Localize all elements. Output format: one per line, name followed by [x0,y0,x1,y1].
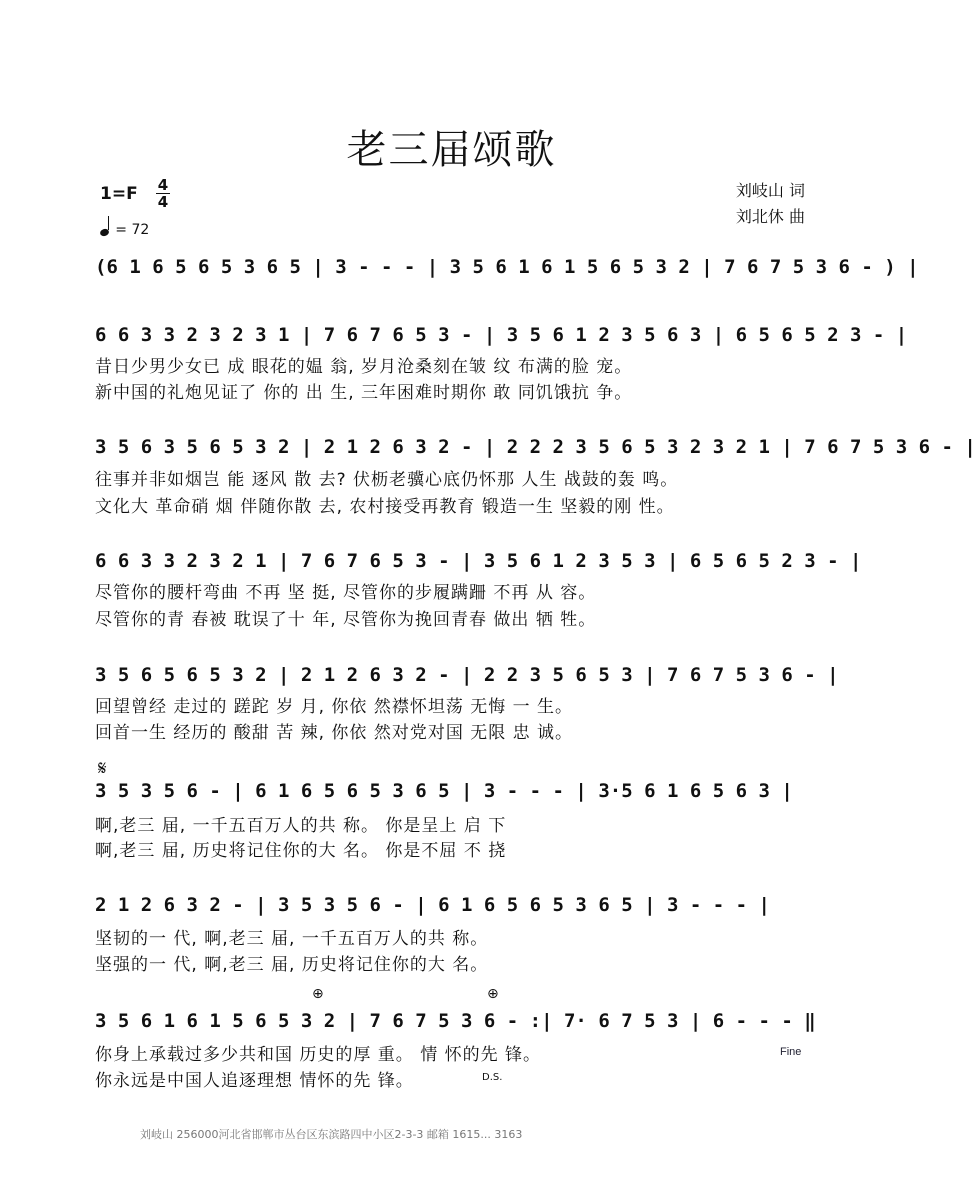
time-signature [156,178,170,209]
segno-icon: 𝄋 [98,756,107,780]
song-title: 老三届颂歌 [346,127,557,173]
key-signature: 1=F [100,184,138,204]
intro-notation: (6 1 6 5 6 5 3 6 5 | 3 - - - | 3 5 6 1 6 1 5 6 5 3 2 | 7 6 7 5 3 6 - ) | [95,256,919,278]
note-stem [108,216,109,230]
lyric-row-2-verse-1: 往事并非如烟岂 能 逐风 散 去? 伏枥老骥心底仍怀那 人生 战鼓的轰 鸣。 [95,470,679,490]
composer-credit: 刘北休 曲 [735,207,805,226]
footer-contact: 刘岐山 256000河北省邯郸市丛台区东滨路四中小区2-3-3 邮箱 1615... 3163 [140,1128,523,1141]
lyric-row-7-verse-2: 你永远是中国人追逐理想 情怀的先 锋。 [95,1071,414,1091]
notation-row-7: 3 5 6 1 6 1 5 6 5 3 2 | 7 6 7 5 3 6 - :| 7· 6 7 5 3 | 6 - - - ‖ [95,1010,816,1032]
lyric-row-1-verse-1: 昔日少男少女已 成 眼花的媪 翁, 岁月沧桑刻在皱 纹 布满的脸 宠。 [95,357,633,377]
lyric-row-5-verse-2: 啊,老三 届, 历史将记住你的大 名。 你是不屈 不 挠 [95,841,507,861]
coda-icon: ⊕ [312,986,324,1002]
lyric-row-4-verse-1: 回望曾经 走过的 蹉跎 岁 月, 你依 然襟怀坦荡 无悔 一 生。 [95,697,574,717]
lyric-row-1-verse-2: 新中国的礼炮见证了 你的 出 生, 三年困难时期你 敢 同饥饿抗 争。 [95,383,633,403]
lyric-row-6-verse-2: 坚强的一 代, 啊,老三 届, 历史将记住你的大 名。 [95,955,489,975]
notation-row-3: 6 6 3 3 2 3 2 1 | 7 6 7 6 5 3 - | 3 5 6 1 2 3 5 3 | 6 5 6 5 2 3 - | [95,550,862,572]
lyric-row-5-verse-1: 啊,老三 届, 一千五百万人的共 称。 你是呈上 启 下 [95,816,507,836]
lyric-row-4-verse-2: 回首一生 经历的 酸甜 苦 辣, 你依 然对党对国 无限 忠 诚。 [95,723,574,743]
lyric-row-3-verse-1: 尽管你的腰杆弯曲 不再 坚 挺, 尽管你的步履蹒跚 不再 从 容。 [95,583,597,603]
tempo-marking [100,220,149,238]
notation-row-6: 2 1 2 6 3 2 - | 3 5 3 5 6 - | 6 1 6 5 6 5 3 6 5 | 3 - - - | [95,894,770,916]
notation-row-5: 3 5 3 5 6 - | 6 1 6 5 6 5 3 6 5 | 3 - - - | 3·5 6 1 6 5 6 3 | [95,780,793,802]
time-signature-top: 4 [157,176,169,194]
lyric-row-2-verse-2: 文化大 革命硝 烟 伴随你散 去, 农村接受再教育 锻造一生 坚毅的刚 性。 [95,497,675,517]
tempo-value: = 72 [115,222,150,238]
coda-icon-2: ⊕ [487,986,499,1002]
notation-row-4: 3 5 6 5 6 5 3 2 | 2 1 2 6 3 2 - | 2 2 3 5 6 5 3 | 7 6 7 5 3 6 - | [95,664,839,686]
lyric-row-3-verse-2: 尽管你的青 春被 耽误了十 年, 尽管你为挽回青春 做出 牺 牲。 [95,610,597,630]
ds-marking: D.S. [482,1072,503,1083]
fine-marking: Fine [780,1046,802,1058]
lyric-row-7-verse-1: 你身上承载过多少共和国 历史的厚 重。 情 怀的先 锋。 [95,1045,542,1065]
lyric-row-6-verse-1: 坚韧的一 代, 啊,老三 届, 一千五百万人的共 称。 [95,929,489,949]
time-signature-bottom: 4 [157,193,169,211]
lyricist-credit: 刘岐山 词 [735,181,805,200]
notation-row-1: 6 6 3 3 2 3 2 3 1 | 7 6 7 6 5 3 - | 3 5 6 1 2 3 5 6 3 | 6 5 6 5 2 3 - | [95,324,908,346]
notation-row-2: 3 5 6 3 5 6 5 3 2 | 2 1 2 6 3 2 - | 2 2 2 3 5 6 5 3 2 3 2 1 | 7 6 7 5 3 6 - | [95,436,976,458]
